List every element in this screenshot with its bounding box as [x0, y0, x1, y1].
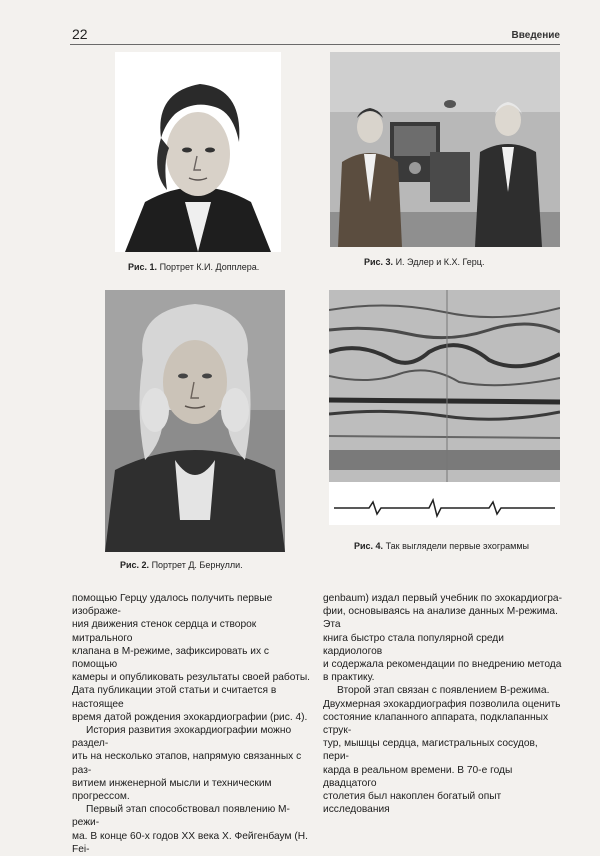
paragraph-line: История развития эхокардиографии можно раздел- [72, 725, 292, 750]
paragraph-line: помощью Герцу удалось получить первые изображе- [72, 593, 273, 618]
figure-2-text: Портрет Д. Бернулли. [151, 560, 243, 570]
paragraph-line: Дата публикации этой статьи и считается в настоящее [72, 685, 277, 710]
doppler-portrait [115, 52, 281, 252]
paragraph-line: состояние клапанного аппарата, подклапанных струк- [323, 711, 549, 737]
echogram-image [329, 290, 560, 525]
paragraph-line: фии, основываясь на анализе данных М-режима. Эта [323, 606, 558, 631]
paragraph-line: Двухмерная эхокардиография позволила оценить [323, 698, 561, 710]
paragraph-line: ма. В конце 60-х годов XX века Х. Фейгенбаум (H. Fei- [72, 830, 308, 855]
paragraph-line: Второй этап связан с появлением В-режима. [337, 685, 550, 697]
paragraph-line: клапана в М-режиме, зафиксировать их с помощью [72, 645, 270, 671]
paragraph-line: витием инженерной мысли и техническим прогрессом. [72, 777, 272, 803]
figure-1-caption [128, 262, 259, 272]
edler-hertz-photo [330, 52, 560, 247]
figure-3-caption [364, 257, 484, 267]
figure-3-text: И. Эдлер и К.Х. Герц. [395, 257, 485, 267]
figure-4-label: Рис. 4. [354, 541, 384, 551]
page-number: 22 [72, 26, 88, 42]
paragraph-line: Первый этап способствовал появлению М-режи- [72, 804, 290, 829]
body-right-column [323, 592, 563, 816]
body-left-column [72, 592, 316, 856]
figure-3-label: Рис. 3. [364, 257, 394, 267]
paragraph-line: время датой рождения эхокардиографии (рис. 4). [72, 711, 308, 723]
section-title: Введение [511, 30, 560, 41]
figure-2-label: Рис. 2. [120, 560, 150, 570]
figure-1-label: Рис. 1. [128, 262, 158, 272]
paragraph-line: ить на несколько этапов, напрямую связанных с раз- [72, 751, 302, 776]
paragraph-line: карда в реальном времени. В 70-е годы двадцатого [323, 764, 513, 789]
figure-4-caption [354, 541, 529, 551]
paragraph-line: камеры и опубликовать результаты своей работы. [72, 672, 311, 684]
figure-1-text: Портрет К.И. Допплера. [159, 262, 260, 272]
paragraph-line: ния движения стенок сердца и створок митрального [72, 619, 257, 644]
paragraph-line: и содержала рекомендации по внедрению метода [323, 659, 562, 671]
paragraph-line: genbaum) издал первый учебник по эхокардиогра- [323, 593, 562, 604]
bernoulli-portrait [105, 290, 285, 552]
paragraph-line: книга быстро стала популярной среди кардиологов [323, 632, 504, 657]
paragraph-line: в практику. [323, 672, 375, 684]
paragraph-line: тур, мышцы сердца, магистральных сосудов, пери- [323, 738, 538, 763]
header-rule [70, 44, 560, 45]
figure-4-text: Так выглядели первые эхограммы [385, 541, 529, 551]
paragraph-line: столетия был накоплен богатый опыт исследования [323, 791, 502, 816]
figure-2-caption [120, 560, 243, 570]
